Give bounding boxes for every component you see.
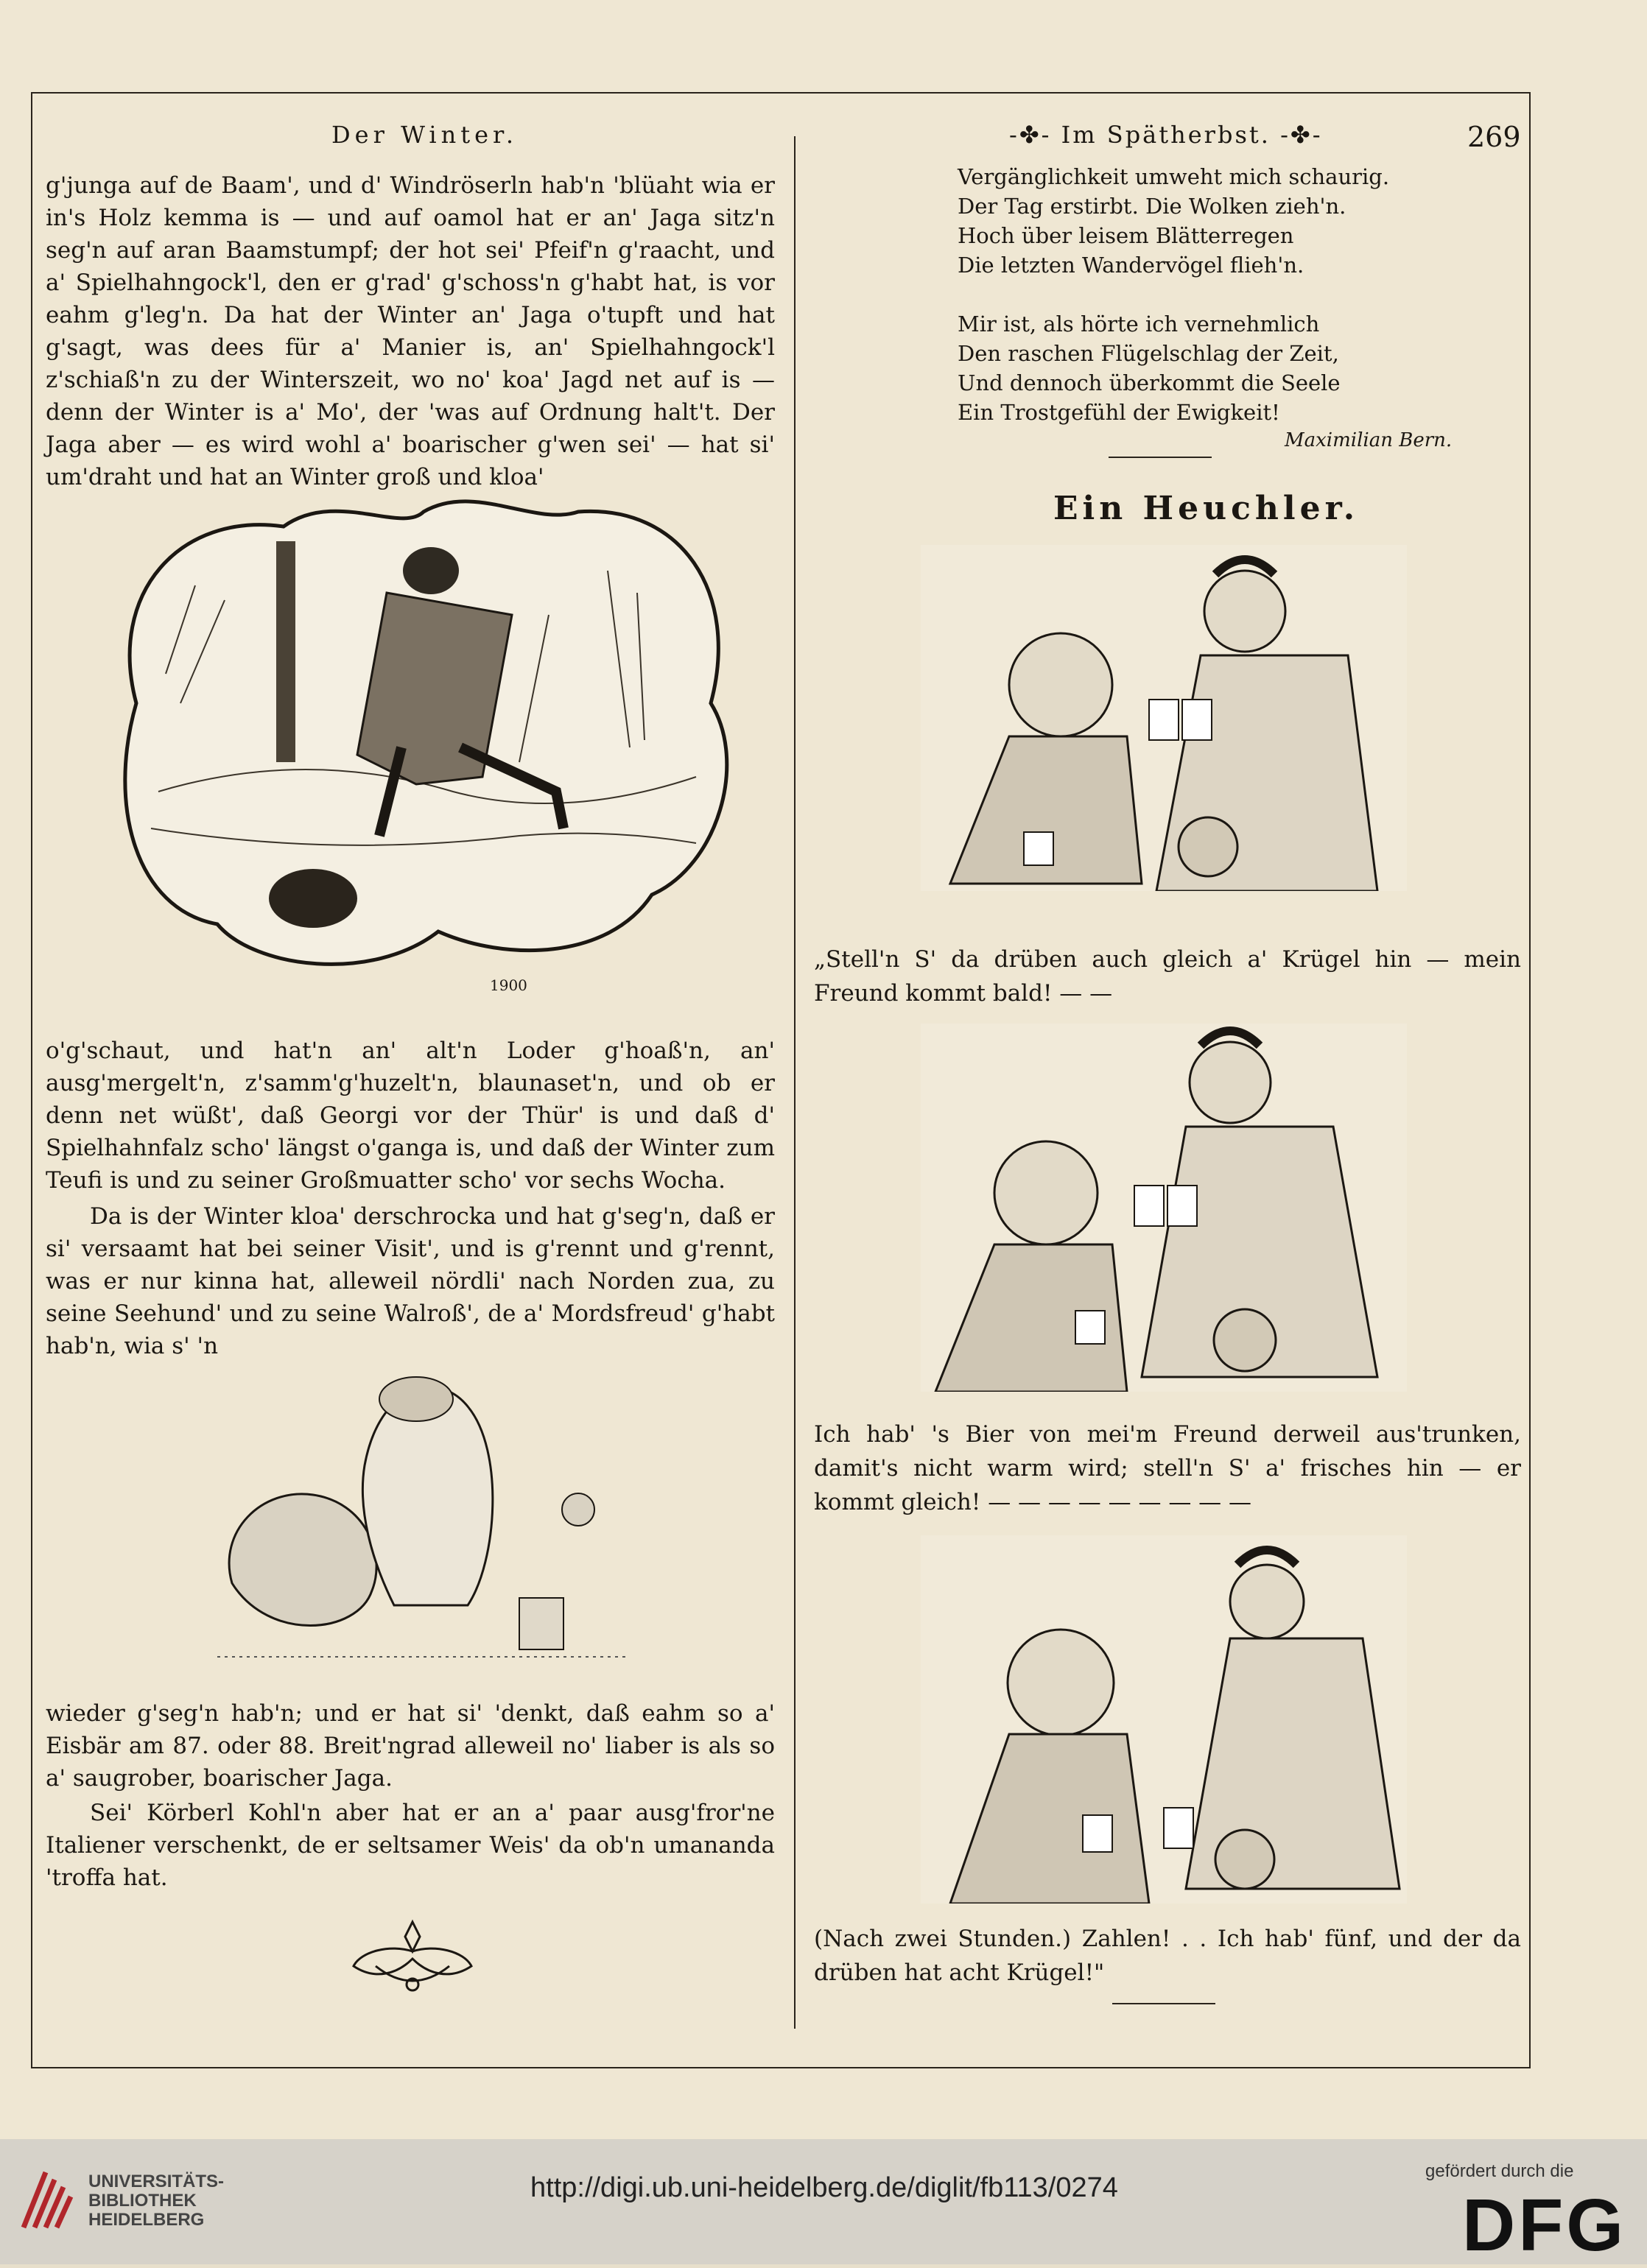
- cartoon-caption-3: (Nach zwei Stunden.) Zahlen! . . Ich hab' fünf, und der da drüben hat acht Krügel!": [814, 1926, 1521, 1986]
- story-paragraph-3: Da is der Winter kloa' derschrocka und hat g'seg'n, daß er si' versaamt hat bei seiner Visit', und is g'rennt und g'rennt, was er nur kinna hat, alleweil nördli' nach Norden zua, zu seine Seehund' und zu seine Walroß', de a' Mordsfreud' g'habt hab'n, wia s' 'n: [46, 1203, 775, 1359]
- story-paragraph-4: wieder g'seg'n hab'n; und er hat si' 'denkt, daß eahm so a' Eisbär am 87. oder 88. Breit'ngrad alleweil no' liaber is als so a' saugrober, boarischer Jaga.: [46, 1700, 775, 1792]
- illustration-signature: 1900: [490, 976, 527, 994]
- story-title: Ein Heuchler.: [1053, 490, 1360, 527]
- column-divider: [794, 136, 796, 2029]
- poem-line: Die letzten Wandervögel flieh'n.: [958, 253, 1304, 278]
- poem-line: Hoch über leisem Blätterregen: [958, 223, 1294, 248]
- cartoon-panel-2: [921, 1024, 1407, 1392]
- poem-stanza-2: [958, 309, 1341, 427]
- library-name-line: UNIVERSITÄTS-: [88, 2172, 225, 2191]
- poem-line: Ein Trostgefühl der Ewigkeit!: [958, 400, 1280, 425]
- story-paragraph-5: Sei' Körberl Kohl'n aber hat er an a' paar ausg'fror'ne Italiener verschenkt, de er seltsamer Weis' da ob'n umananda 'troffa hat.: [46, 1800, 775, 1891]
- funding-note: gefördert durch die: [1425, 2161, 1574, 2181]
- story-paragraph-2: o'g'schaut, und hat'n an' alt'n Loder g'hoaß'n, an' ausg'mergelt'n, z'samm'g'huzelt'n, blaunaset'n, und ob er denn net wüßt', daß Georgi vor der Thür' is und daß d' Spielhahnfalz scho' längst o'ganga is, und daß der Winter zum Teufi is und zu seiner Großmuatter scho' vor sechs Wocha.: [46, 1038, 775, 1194]
- cartoon-caption-1: „Stell'n S' da drüben auch gleich a' Krügel hin — mein Freund kommt bald! — —: [814, 946, 1521, 1007]
- end-rule: [1112, 2003, 1215, 2004]
- poem-line: Und dennoch überkommt die Seele: [958, 370, 1341, 395]
- dfg-logo: DFG: [1462, 2184, 1627, 2267]
- cartoon-caption-2: Ich hab' 's Bier von mei'm Freund derweil aus'trunken, damit's nicht warm wird; stell'n S' a' frisches hin — er kommt gleich! — — — — — — — — —: [814, 1421, 1521, 1515]
- cartoon-panel-1: [921, 545, 1407, 891]
- hunter-illustration: [92, 482, 751, 998]
- ornament-vignette: [346, 1915, 479, 1996]
- library-name: [88, 2172, 224, 2230]
- winter-walrus-illustration: [203, 1340, 645, 1664]
- story-paragraph-1: g'junga auf de Baam', und d' Windröserln hab'n 'blüaht wia er in's Holz kemma is — und auf oamol hat er an' Jaga sitz'n seg'n auf aran Baamstumpf; der hot sei' Pfeif'n g'raacht, und a' Spielhahngock'l, den er g'rad' g'schoss'n g'habt hat, is vor eahm g'leg'n. Da hat der Winter an' Jaga o'tupft und hat g'sagt, was dees für a' Manier is, an' Spielhahngock'l z'schiaß'n zu der Winterszeit, wo no' koa' Jagd net auf is — denn der Winter is a' Mo', der 'was auf Ordnung halt't. Der Jaga aber — es wird wohl a' boarischer g'wen sei' — hat si' um'draht und hat an Winter groß und kloa': [46, 172, 775, 490]
- poem-line: Den raschen Flügelschlag der Zeit,: [958, 341, 1339, 366]
- library-name-line: HEIDELBERG: [88, 2210, 205, 2230]
- right-running-header: -✤- Im Spätherbst. -✤-: [1009, 121, 1323, 149]
- library-name-line: BIBLIOTHEK: [88, 2191, 197, 2211]
- left-running-header: Der Winter.: [331, 121, 518, 149]
- cartoon-panel-3: [921, 1535, 1407, 1904]
- page-number: 269: [1467, 121, 1521, 153]
- permalink-url[interactable]: http://digi.ub.uni-heidelberg.de/diglit/fb113/0274: [530, 2172, 1118, 2203]
- poem-line: Der Tag erstirbt. Die Wolken zieh'n.: [958, 194, 1346, 219]
- poem-line: Mir ist, als hörte ich vernehmlich: [958, 311, 1320, 337]
- poem-line: Vergänglichkeit umweht mich schaurig.: [958, 164, 1390, 189]
- poem-author: Maximilian Bern.: [1285, 429, 1453, 451]
- section-rule: [1109, 457, 1212, 458]
- poem-stanza-1: [958, 162, 1389, 280]
- university-library-logo: [16, 2161, 75, 2235]
